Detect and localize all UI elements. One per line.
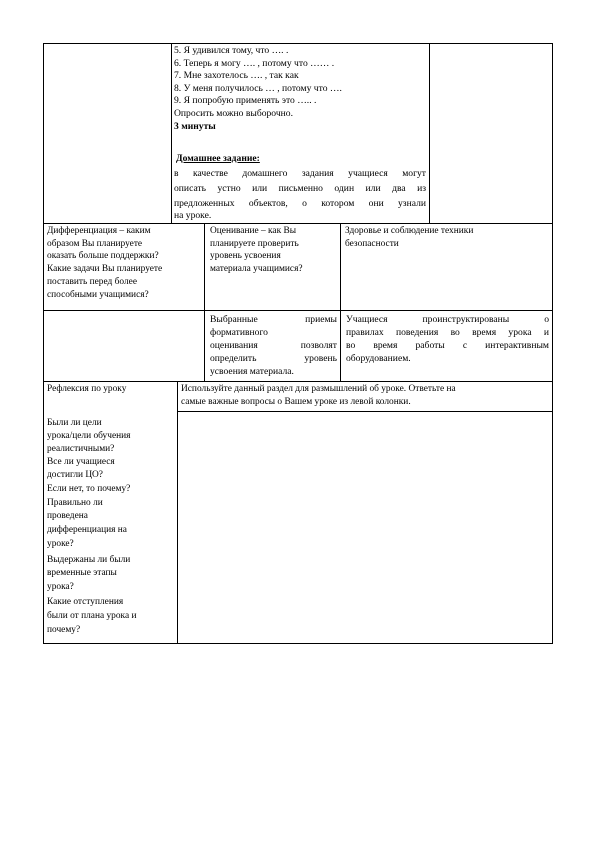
divider	[340, 223, 341, 382]
reflection-instruction-line: Используйте данный раздел для размышлений об уроке. Ответьте на	[181, 384, 456, 394]
safety-text: Здоровье и соблюдение техники	[345, 226, 474, 236]
reflection-question: Какие отступления	[47, 597, 124, 607]
reflection-question: Правильно ли	[47, 498, 103, 508]
reflection-question: реалистичными?	[47, 444, 115, 454]
reflection-question: временные этапы	[47, 568, 117, 578]
assessment-text: материала учащимися?	[210, 264, 303, 275]
table-border-bottom	[43, 643, 553, 644]
assessment-text: планируете проверить	[210, 238, 299, 249]
differentiation-cell	[47, 225, 202, 309]
divider	[43, 310, 553, 311]
differentiation-text: Какие задачи Вы планируете	[47, 264, 163, 275]
reflection-question: урока?	[47, 582, 74, 592]
reflection-question: проведена	[47, 511, 88, 521]
reflection-question: достигли ЦО?	[47, 470, 103, 480]
differentiation-text: оказать больше поддержки?	[47, 251, 159, 262]
differentiation-text: Дифференциация – каким	[47, 226, 151, 236]
assessment-answer-line: Выбранные приемы	[210, 314, 337, 325]
differentiation-text: образом Вы планируете	[47, 238, 143, 249]
top-section-content	[174, 45, 426, 221]
safety-answer-cell	[346, 312, 549, 380]
safety-answer-line: Учащиеся проинструктированы о	[346, 314, 549, 325]
reflection-question: Если нет, то почему?	[47, 484, 131, 494]
divider	[43, 223, 553, 224]
homework-line: описать устно или письменно один или два из	[174, 183, 426, 194]
safety-answer-line: правилах поведения во время урока и	[346, 327, 549, 338]
reflection-question: дифференциация на	[47, 525, 127, 535]
assessment-answer-line: оценивания позволят	[210, 340, 337, 351]
reflection-instruction-cell	[181, 383, 549, 410]
divider	[204, 223, 205, 382]
safety-cell	[345, 225, 550, 309]
table-border-left	[43, 43, 44, 644]
homework-title: Домашнее задание:	[176, 153, 260, 164]
assessment-cell	[210, 225, 338, 309]
reflection-question: были от плана урока и	[47, 611, 137, 621]
time-label: 3 минуты	[174, 120, 216, 132]
reflection-instruction-line: самые важные вопросы о Вашем уроке из левой колонки.	[181, 397, 411, 407]
reflection-question: Все ли учащиеся	[47, 457, 115, 467]
assessment-answer-cell	[210, 312, 337, 380]
list-item: 8. У меня получилось … , потому что ….	[174, 82, 342, 94]
reflection-answer-area[interactable]	[178, 412, 552, 643]
reflection-question: уроке?	[47, 539, 74, 549]
list-item: 7. Мне захотелось …. , так как	[174, 70, 299, 82]
reflection-question: урока/цели обучения	[47, 431, 131, 441]
divider	[43, 381, 553, 382]
list-item: 5. Я удивился тому, что …. .	[174, 45, 289, 56]
list-item: 6. Теперь я могу …. , потому что …… .	[174, 57, 335, 69]
survey-note: Опросить можно выборочно.	[174, 108, 293, 119]
divider	[171, 43, 172, 224]
differentiation-text: способными учащимися?	[47, 289, 149, 300]
reflection-question: почему?	[47, 625, 81, 635]
table-border-top	[43, 43, 553, 44]
differentiation-text: поставить перед более	[47, 276, 137, 287]
reflection-question: Были ли цели	[47, 418, 102, 428]
homework-line: в качестве домашнего задания учащиеся могут	[174, 168, 426, 179]
reflection-question: Выдержаны ли были	[47, 555, 131, 565]
table-border-right	[552, 43, 553, 644]
safety-answer-line: оборудованием.	[346, 353, 411, 364]
list-item: 9. Я попробую применять это ….. .	[174, 95, 317, 107]
assessment-answer-line: усвоения материала.	[210, 366, 294, 377]
homework-line: на уроке.	[174, 210, 212, 221]
safety-text: безопасности	[345, 238, 399, 249]
reflection-title: Рефлексия по уроку	[47, 384, 127, 394]
divider	[429, 43, 430, 224]
safety-answer-line: во время работы с интерактивным	[346, 340, 549, 351]
assessment-text: Оценивание – как Вы	[210, 226, 297, 236]
reflection-left-cell	[47, 383, 175, 641]
assessment-answer-line: определить уровень	[210, 353, 337, 364]
assessment-answer-line: формативного	[210, 327, 268, 338]
assessment-text: уровень усвоения	[210, 251, 281, 262]
homework-line: предложенных объектов, о котором они узнали	[174, 198, 426, 209]
